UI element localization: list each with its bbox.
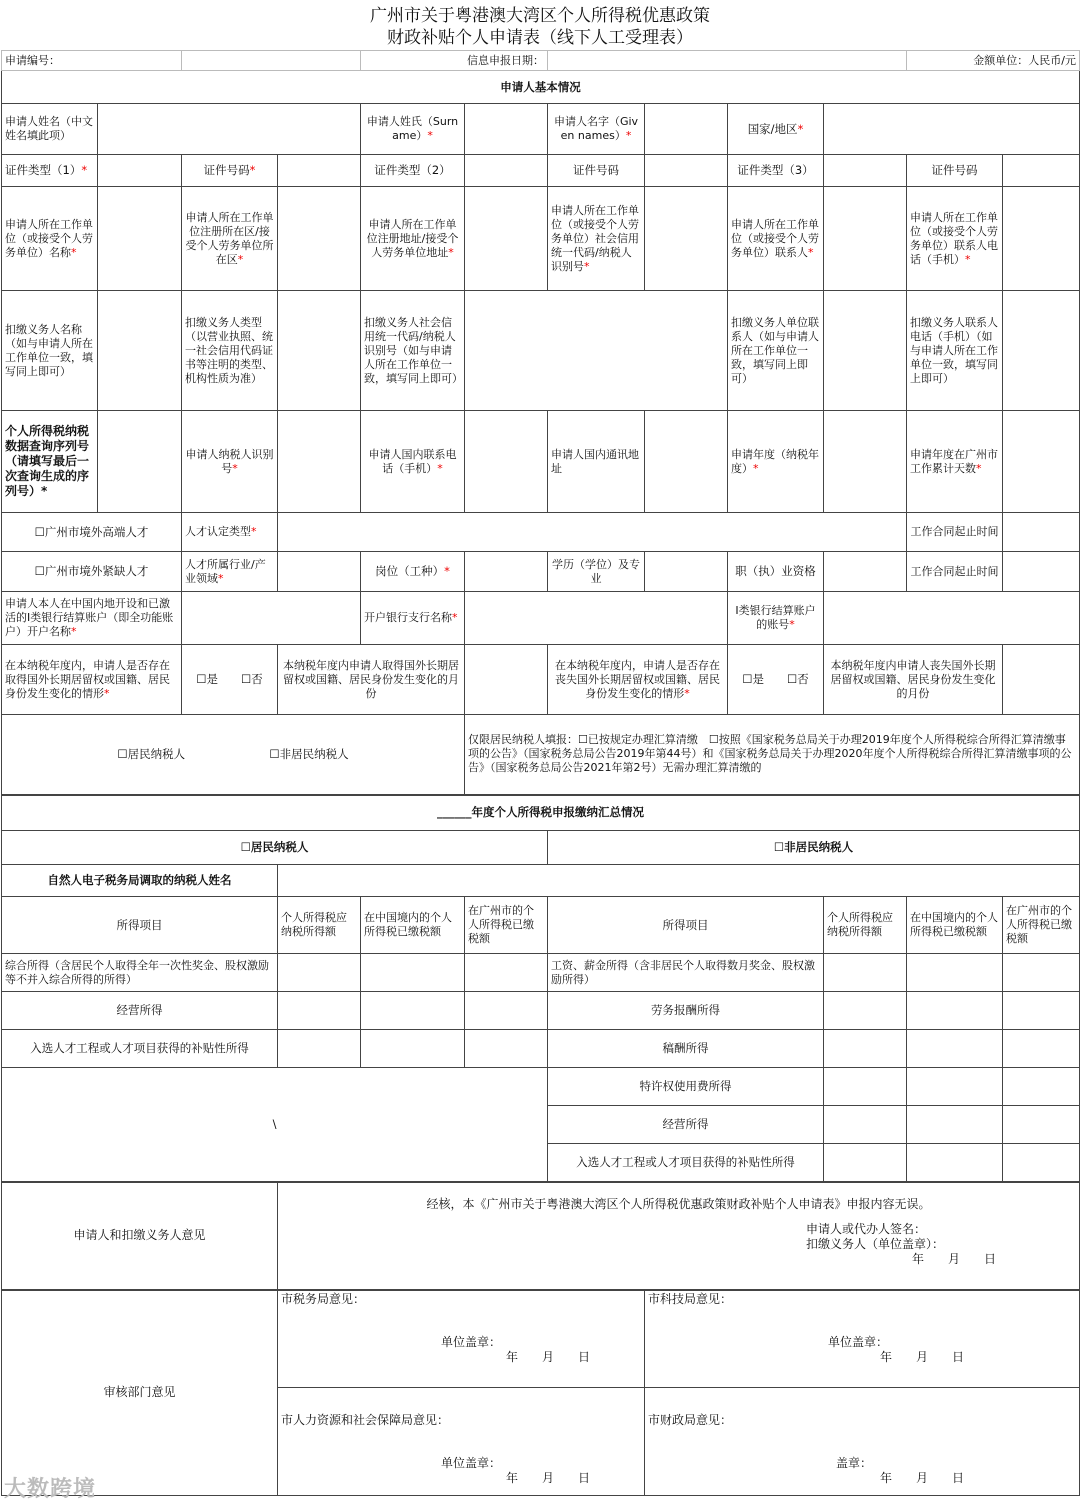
label-agent-type: 扣缴义务人类型（以营业执照、统一社会信用代码证书等注明的类型、机构性质为准） [182,291,278,411]
label-lost-month: 本纳税年度内申请人丧失国外长期居留权或国籍、居民身份发生变化的月份 [824,645,1003,715]
field-employer-district[interactable] [278,187,361,291]
label-employer-phone: 申请人所在工作单位（或接受个人劳务单位）联系人电话（手机）* [907,187,1003,291]
amount-cell[interactable] [824,1068,907,1106]
amount-cell[interactable] [824,1030,907,1068]
field-given-names[interactable] [645,104,728,155]
amount-cell[interactable] [824,1106,907,1144]
label-country: 国家/地区* [728,104,824,155]
label-talent-type: 人才认定类型* [182,513,278,552]
label-bank-account-name: 申请人本人在中国内地开设和已激活的Ⅰ类银行结算账户（即全功能账户）开户名称* [2,592,182,645]
title-line1: 广州市关于粤港澳大湾区个人所得税优惠政策 [370,6,710,26]
income-item-right: 经营所得 [548,1106,824,1144]
label-employer-address: 申请人所在工作单位注册地址/接受个人劳务单位地址* [361,187,465,291]
col-paid-cn-left: 在中国境内的个人所得税已缴税额 [361,897,465,954]
label-agent-code: 扣缴义务人社会信用统一代码/纳税人识别号（如与申请人所在工作单位一致，填写同上即可） [361,291,465,411]
amount-cell[interactable] [1003,1068,1080,1106]
review-hr-box [278,1388,645,1496]
declaration-text: 经核，本《广州市关于粤港澳大湾区个人所得税优惠政策财政补贴个人申请表》申报内容无误。 [426,1196,931,1211]
label-education: 学历（学位）及专业 [548,552,645,592]
income-item-right: 稿酬所得 [548,1030,824,1068]
amount-cell[interactable] [465,954,548,992]
label-qualification: 职（执）业资格 [728,552,824,592]
field-employer-phone[interactable] [1003,187,1080,291]
amount-cell[interactable] [278,954,361,992]
watermark-logo: 大数跨境 [4,1477,97,1502]
field-id-no-3[interactable] [1003,155,1080,187]
label-employer-contact: 申请人所在工作单位（或接受个人劳务单位）联系人* [728,187,824,291]
amount-cell[interactable] [1003,1144,1080,1182]
settlement-note: 仅限居民纳税人填报：☐已按规定办理汇算清缴 ☐按照《国家税务总局关于办理2019年度个人所得税综合所得汇算清缴事项的公告》（国家税务总局公告2019年第44号）和《国家税务总局关于办理2020年度个人所得税综合所得汇算清缴事项的公告》（国家税务总局公告2021年第2号）无需办理汇算清缴的 [465,715,1080,795]
report-date-field[interactable] [548,51,907,71]
label-name-cn: 申请人姓名（中文姓名填此项） [2,104,98,155]
field-id-type-1[interactable] [98,155,182,187]
checkbox-shortage-talent[interactable]: ☐广州市境外紧缺人才 [2,552,182,592]
field-employer-code[interactable] [645,187,728,291]
section-basic-info: 申请人基本情况 [2,71,1080,104]
field-bank-account-name[interactable] [182,592,361,645]
income-item-left: 经营所得 [2,992,278,1030]
label-address: 申请人国内通讯地址 [548,411,645,513]
field-surname[interactable] [465,104,548,155]
field-address[interactable] [645,411,728,513]
field-query-serial[interactable] [98,411,182,513]
checkbox-high-end-talent[interactable]: ☐广州市境外高端人才 [2,513,182,552]
label-tax-year: 申请年度（纳税年度）* [728,411,824,513]
label-acquired-month: 本纳税年度内申请人取得国外长期居留权或国籍、居民身份发生变化的月份 [278,645,465,715]
seal-label: 盖章： [836,1456,873,1470]
review-sci-label: 市科技局意见： [648,1291,733,1306]
amount-cell[interactable] [907,1068,1003,1106]
field-employer-contact[interactable] [824,187,907,291]
label-id-type-2: 证件类型（2） [361,155,465,187]
income-item-right: 入选人才工程或人才项目获得的补贴性所得 [548,1144,824,1182]
checkbox-nonresident[interactable]: ☐非居民纳税人 [269,746,349,761]
section-annual-tax: ______年度个人所得税申报缴纳汇总情况 [2,795,1080,831]
seal-label: 单位盖章： [441,1456,502,1470]
agent-seal-label: 扣缴义务人（单位盖章）： [806,1236,945,1251]
not-applicable-slash: \ [2,1068,548,1182]
income-item-right: 工资、薪金所得（含非居民个人取得数月奖金、股权激励所得） [548,954,824,992]
label-employer-code: 申请人所在工作单位（或接受个人劳务单位）社会信用统一代码/纳税人识别号* [548,187,645,291]
header-resident: ☐居民纳税人 [2,831,548,865]
amount-cell[interactable] [465,992,548,1030]
review-fin-label: 市财政局意见： [648,1413,733,1427]
label-agent-name: 扣缴义务人名称（如与申请人所在工作单位一致，填写同上即可） [2,291,98,411]
field-bank-branch[interactable] [465,592,728,645]
field-id-no-1[interactable] [278,155,361,187]
field-qualification[interactable] [824,552,907,592]
checkbox-no[interactable]: ☐否 [241,672,263,686]
field-bank-account-no[interactable] [824,592,1080,645]
amount-cell[interactable] [1003,1030,1080,1068]
amount-cell[interactable] [824,992,907,1030]
amount-cell[interactable] [824,954,907,992]
field-agent-name[interactable] [98,291,182,411]
amount-cell[interactable] [278,992,361,1030]
amount-cell[interactable] [361,992,465,1030]
label-employer-district: 申请人所在工作单位注册所在区/接受个人劳务单位所在区* [182,187,278,291]
field-country[interactable] [824,104,1080,155]
amount-cell[interactable] [907,1030,1003,1068]
form-body [1,50,1079,1496]
checkbox-yes-2[interactable]: ☐是 [742,672,764,686]
label-contract-period-1: 工作合同起止时间 [907,513,1003,552]
label-position: 岗位（工种）* [361,552,465,592]
income-item-right: 特许权使用费所得 [548,1068,824,1106]
report-date-label: 信息申报日期： [361,51,548,71]
review-date: 年 月 日 [506,1471,591,1485]
col-taxable-right: 个人所得税应纳税所得额 [824,897,907,954]
amount-cell[interactable] [278,1030,361,1068]
title-line2: 财政补贴个人申请表（线下人工受理表） [387,28,693,48]
review-sci-box [645,1290,1080,1388]
field-talent-type[interactable] [278,513,907,552]
seal-label: 单位盖章： [441,1334,502,1349]
field-agent-type[interactable] [278,291,361,411]
review-hr-label: 市人力资源和社会保障局意见： [281,1413,450,1427]
label-given-names: 申请人名字（Given names）* [548,104,645,155]
field-tax-year[interactable] [824,411,907,513]
form-title [0,0,1080,49]
seal-label: 单位盖章： [828,1334,889,1349]
label-taxpayer-name: 自然人电子税务局调取的纳税人姓名 [2,865,278,897]
field-employer-address[interactable] [465,187,548,291]
field-id-no-2[interactable] [645,155,728,187]
declaration-date: 年 月 日 [912,1251,997,1266]
label-id-no-2: 证件号码 [548,155,645,187]
label-bank-branch: 开户银行支行名称* [361,592,465,645]
review-date: 年 月 日 [506,1349,591,1364]
label-residence-lost: 在本纳税年度内，申请人是否存在丧失国外长期居留权或国籍、居民身份发生变化的情形* [548,645,728,715]
field-acquired-month[interactable] [465,645,548,715]
label-review: 审核部门意见 [2,1290,278,1496]
review-fin-box [645,1388,1080,1496]
label-id-no-1: 证件号码* [182,155,278,187]
field-taxpayer-name[interactable] [278,865,1080,897]
header-nonresident: ☐非居民纳税人 [548,831,1080,865]
income-item-left: 入选人才工程或人才项目获得的补贴性所得 [2,1030,278,1068]
col-paid-cn-right: 在中国境内的个人所得税已缴税额 [907,897,1003,954]
label-declaration: 申请人和扣缴义务人意见 [2,1182,278,1290]
field-industry[interactable] [278,552,361,592]
amount-cell[interactable] [907,1144,1003,1182]
application-number-label: 申请编号： [2,51,182,71]
field-agent-code[interactable] [465,291,728,411]
label-tax-id: 申请人纳税人识别号* [182,411,278,513]
residence-lost-options[interactable] [728,645,824,715]
amount-cell[interactable] [907,954,1003,992]
income-item-right: 劳务报酬所得 [548,992,824,1030]
amount-cell[interactable] [361,1030,465,1068]
col-paid-gz-right: 在广州市的个人所得税已缴税额 [1003,897,1080,954]
col-paid-gz-left: 在广州市的个人所得税已缴税额 [465,897,548,954]
label-id-no-3: 证件号码 [907,155,1003,187]
label-industry: 人才所属行业/产业领域* [182,552,278,592]
checkbox-resident[interactable]: ☐居民纳税人 [117,746,186,761]
amount-cell[interactable] [824,1144,907,1182]
field-id-type-2[interactable] [465,155,548,187]
review-date: 年 月 日 [880,1471,965,1485]
field-tax-id[interactable] [278,411,361,513]
label-employer-name: 申请人所在工作单位（或接受个人劳务单位）名称* [2,187,98,291]
label-bank-account-no: Ⅰ类银行结算账户的账号* [728,592,824,645]
field-education[interactable] [645,552,728,592]
field-employer-name[interactable] [98,187,182,291]
amount-cell[interactable] [361,954,465,992]
field-phone[interactable] [465,411,548,513]
application-number-field[interactable] [182,51,361,71]
amount-cell[interactable] [465,1030,548,1068]
residence-acquired-options[interactable] [182,645,278,715]
field-contract-period-2[interactable] [1003,552,1080,592]
declaration-box [278,1182,1080,1290]
label-work-days: 申请年度在广州市工作累计天数* [907,411,1003,513]
checkbox-yes[interactable]: ☐是 [196,672,218,686]
income-item-left: 综合所得（含居民个人取得全年一次性奖金、股权激励等不并入综合所得的所得） [2,954,278,992]
application-table [1,50,1080,1496]
label-query-serial: 个人所得税纳税数据查询序列号（请填写最后一次查询生成的序列号）* [2,411,98,513]
label-contract-period-2: 工作合同起止时间 [907,552,1003,592]
review-date: 年 月 日 [880,1349,965,1364]
label-phone: 申请人国内联系电话（手机）* [361,411,465,513]
field-id-type-3[interactable] [824,155,907,187]
col-item-left: 所得项目 [2,897,278,954]
field-agent-contact[interactable] [824,291,907,411]
field-position[interactable] [465,552,548,592]
label-id-type-3: 证件类型（3） [728,155,824,187]
resident-type-options [2,715,465,795]
review-tax-label: 市税务局意见： [281,1291,366,1306]
amount-cell[interactable] [907,1106,1003,1144]
review-tax-box [278,1290,645,1388]
col-item-right: 所得项目 [548,897,824,954]
checkbox-no-2[interactable]: ☐否 [787,672,809,686]
label-residence-acquired: 在本纳税年度内，申请人是否存在取得国外长期居留权或国籍、居民身份发生变化的情形* [2,645,182,715]
amount-cell[interactable] [1003,992,1080,1030]
label-surname: 申请人姓氏（Surname）* [361,104,465,155]
field-agent-phone[interactable] [1003,291,1080,411]
field-work-days[interactable] [1003,411,1080,513]
signature-label: 申请人或代办人签名： [806,1221,927,1236]
field-name-cn[interactable] [98,104,361,155]
label-agent-phone: 扣缴义务人联系人电话（手机）（如与申请人所在工作单位一致，填写同上即可） [907,291,1003,411]
currency-unit: 金额单位：人民币/元 [907,51,1080,71]
field-lost-month[interactable] [1003,645,1080,715]
amount-cell[interactable] [907,992,1003,1030]
amount-cell[interactable] [1003,1106,1080,1144]
field-contract-period-1[interactable] [1003,513,1080,552]
col-taxable-left: 个人所得税应纳税所得额 [278,897,361,954]
label-agent-contact: 扣缴义务人单位联系人（如与申请人所在工作单位一致，填写同上即可） [728,291,824,411]
label-id-type-1: 证件类型（1）* [2,155,98,187]
amount-cell[interactable] [1003,954,1080,992]
